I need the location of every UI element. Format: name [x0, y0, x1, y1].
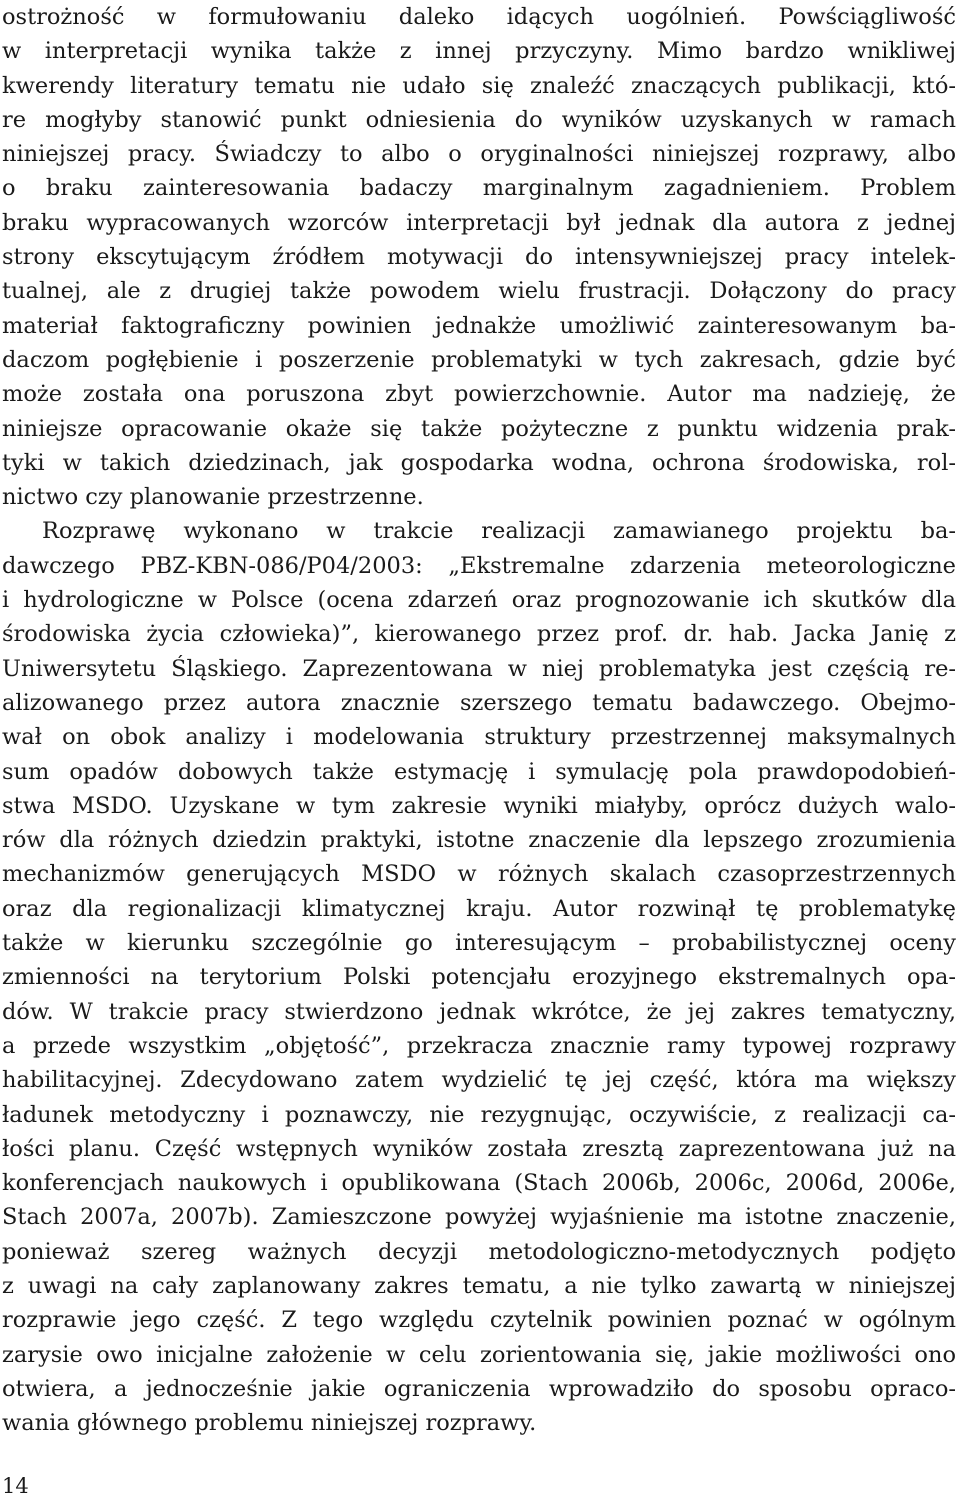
text-line: habilitacyjnej. Zdecydowano zatem wydzielić tę jej część, która ma większy — [2, 1067, 956, 1094]
text-line: rów dla różnych dziedzin praktyki, istotne znaczenie dla lepszego zrozumienia — [2, 827, 956, 854]
text-line: łości planu. Część wstępnych wyników została zresztą zaprezentowana już na — [2, 1135, 956, 1162]
text-line: otwiera, a jednocześnie jakie ograniczenia wprowadziło do sposobu opraco- — [2, 1375, 956, 1402]
text-line: niniejsze opracowanie okaże się także pożyteczne z punktu widzenia prak- — [2, 415, 956, 442]
text-line: w interpretacji wynika także z innej przyczyny. Mimo bardzo wnikliwej — [2, 38, 956, 65]
text-line: a przede wszystkim „objętość”, przekracza znacznie ramy typowej rozprawy — [2, 1032, 956, 1059]
body-text — [2, 0, 956, 1440]
text-line: środowiska życia człowieka)”, kierowanego przez prof. dr. hab. Jacka Janię z — [2, 621, 956, 648]
paragraph — [2, 514, 956, 1440]
text-line: kwerendy literatury tematu nie udało się znaleźć znaczących publikacji, któ- — [2, 72, 956, 99]
text-line: ładunek metodyczny i poznawczy, nie rezygnując, oczywiście, z realizacji ca- — [2, 1101, 956, 1128]
text-line: tualnej, ale z drugiej także powodem wielu frustracji. Dołączony do pracy — [2, 278, 956, 305]
text-line: re mogłyby stanowić punkt odniesienia do wyników uzyskanych w ramach — [2, 106, 956, 133]
text-line: dów. W trakcie pracy stwierdzono jednak wkrótce, że jej zakres tematyczny, — [2, 998, 956, 1025]
text-line: i hydrologiczne w Polsce (ocena zdarzeń oraz prognozowanie ich skutków dla — [2, 587, 956, 614]
text-line: niniejszej pracy. Świadczy to albo o oryginalności niniejszej rozprawy, albo — [2, 141, 956, 168]
text-line: materiał faktograficzny powinien jednakże umożliwić zainteresowanym ba- — [2, 312, 956, 339]
text-line: zarysie owo inicjalne założenie w celu zorientowania się, jakie możliwości ono — [2, 1341, 956, 1368]
paragraph — [2, 0, 956, 514]
text-line: daczom pogłębienie i poszerzenie problematyki w tych zakresach, gdzie być — [2, 346, 956, 373]
text-line: ostrożność w formułowaniu daleko idących uogólnień. Powściągliwość — [2, 4, 956, 30]
text-line: braku wypracowanych wzorców interpretacji był jednak dla autora z jednej — [2, 209, 956, 236]
text-line: z uwagi na cały zaplanowany zakres tematu, a nie tylko zawartą w niniejszej — [2, 1272, 956, 1299]
text-line: o braku zainteresowania badaczy marginalnym zagadnieniem. Problem — [2, 175, 956, 202]
text-line: strony ekscytującym źródłem motywacji do intensywniejszej pracy intelek- — [2, 244, 956, 271]
text-line: dawczego PBZ-KBN-086/P04/2003: „Ekstremalne zdarzenia meteorologiczne — [2, 552, 956, 579]
text-line: także w kierunku szczególnie go interesującym – probabilistycznej oceny — [2, 930, 956, 957]
text-line: tyki w takich dziedzinach, jak gospodarka wodna, ochrona środowiska, rol- — [2, 449, 956, 476]
text-line: Rozprawę wykonano w trakcie realizacji zamawianego projektu ba- — [42, 518, 956, 545]
text-line: może została ona poruszona zbyt powierzchownie. Autor ma nadzieję, że — [2, 381, 956, 408]
text-line: alizowanego przez autora znacznie szerszego tematu badawczego. Obejmo- — [2, 689, 956, 716]
text-line: zmienności na terytorium Polski potencjału erozyjnego ekstremalnych opa- — [2, 964, 956, 991]
text-line: stwa MSDO. Uzyskane w tym zakresie wyniki miałyby, oprócz dużych walo- — [2, 792, 956, 819]
text-line: wał on obok analizy i modelowania struktury przestrzennej maksymalnych — [2, 724, 956, 751]
text-line: nictwo czy planowanie przestrzenne. — [2, 484, 424, 511]
text-line: ponieważ szereg ważnych decyzji metodologiczno-metodycznych podjęto — [2, 1238, 956, 1265]
text-line: Stach 2007a, 2007b). Zamieszczone powyżej wyjaśnienie ma istotne znaczenie, — [2, 1204, 956, 1231]
text-line: oraz dla regionalizacji klimatycznej kraju. Autor rozwinął tę problematykę — [2, 895, 956, 922]
text-line: konferencjach naukowych i opublikowana (Stach 2006b, 2006c, 2006d, 2006e, — [2, 1170, 956, 1197]
text-line: Uniwersytetu Śląskiego. Zaprezentowana w niej problematyka jest częścią re- — [2, 655, 956, 682]
text-line: wania głównego problemu niniejszej rozprawy. — [2, 1410, 537, 1437]
text-line: mechanizmów generujących MSDO w różnych skalach czasoprzestrzennych — [2, 861, 956, 888]
text-line: rozprawie jego część. Z tego względu czytelnik powinien poznać w ogólnym — [2, 1307, 956, 1334]
page-number: 14 — [2, 1474, 29, 1498]
text-line: sum opadów dobowych także estymację i symulację pola prawdopodobień- — [2, 758, 956, 785]
